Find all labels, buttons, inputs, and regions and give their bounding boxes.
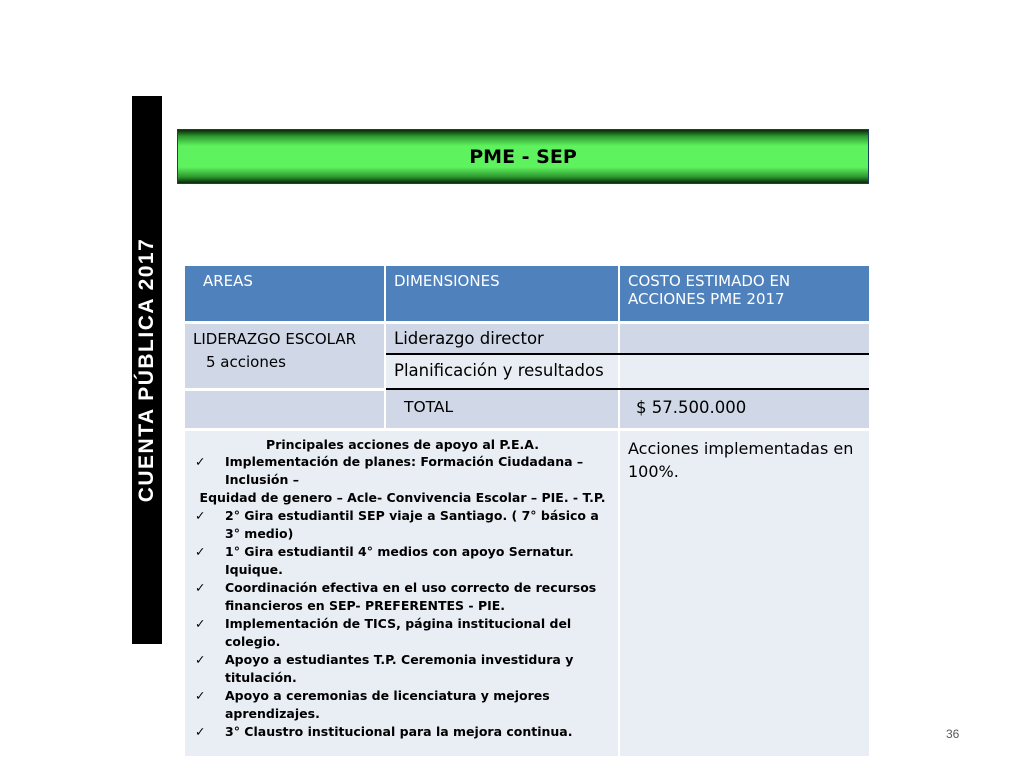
actions-list xyxy=(193,453,612,489)
checkmark-icon: ✓ xyxy=(195,651,206,667)
dimension-planificacion: Planificación y resultados xyxy=(385,354,619,389)
list-item: ✓ 3° Claustro institucional para la mejora continua. xyxy=(195,723,573,739)
list-item: ✓ Apoyo a ceremonias de licenciatura y mejores aprendizajes. xyxy=(195,687,550,721)
table-header-row xyxy=(185,266,869,322)
cost-cell-empty xyxy=(619,322,869,354)
total-value: $ 57.500.000 xyxy=(619,389,869,429)
total-label: TOTAL xyxy=(385,389,619,429)
list-item: ✓ Implementación de planes: Formación Ciudadana – Inclusión – xyxy=(195,453,584,487)
table-row-actions xyxy=(185,429,869,756)
area-name: LIDERAZGO ESCOLAR xyxy=(193,329,357,348)
vertical-title-text: CUENTA PÚBLICA 2017 xyxy=(135,237,158,503)
title-banner xyxy=(177,129,869,184)
area-count: 5 acciones xyxy=(206,352,286,371)
pme-table xyxy=(185,266,869,756)
table-row xyxy=(185,322,869,354)
total-empty-cell xyxy=(185,389,385,429)
cost-cell-empty xyxy=(619,354,869,389)
actions-cell xyxy=(185,429,619,756)
checkmark-icon: ✓ xyxy=(195,543,206,559)
list-item: ✓ 2° Gira estudiantil SEP viaje a Santiago. ( 7° básico a 3° medio) xyxy=(195,507,599,541)
action-continuation: Equidad de genero – Acle- Convivencia Escolar – PIE. - T.P. xyxy=(199,489,606,505)
actions-heading: Principales acciones de apoyo al P.E.A. xyxy=(266,436,539,452)
list-item: ✓ Apoyo a estudiantes T.P. Ceremonia investidura y titulación. xyxy=(195,651,574,685)
dimension-liderazgo: Liderazgo director xyxy=(385,322,619,354)
slide-title: PME - SEP xyxy=(469,145,577,168)
implemented-cell: Acciones implementadas en 100%. xyxy=(619,429,869,756)
checkmark-icon: ✓ xyxy=(195,453,206,469)
checkmark-icon: ✓ xyxy=(195,507,206,523)
checkmark-icon: ✓ xyxy=(195,723,206,739)
checkmark-icon: ✓ xyxy=(195,579,206,595)
checkmark-icon: ✓ xyxy=(195,687,206,703)
area-cell xyxy=(185,322,385,389)
checkmark-icon: ✓ xyxy=(195,615,206,631)
header-areas: AREAS xyxy=(185,266,385,322)
list-item: ✓ Coordinación efectiva en el uso correcto de recursos financieros en SEP- PREFERENTES - PIE. xyxy=(195,579,597,613)
list-item: ✓ Implementación de TICS, página institucional del colegio. xyxy=(195,615,572,649)
list-item: ✓ 1° Gira estudiantil 4° medios con apoyo Sernatur. Iquique. xyxy=(195,543,574,577)
table-row-total xyxy=(185,389,869,429)
page-number: 36 xyxy=(946,727,960,741)
actions-list-rest xyxy=(193,507,612,741)
header-costo: COSTO ESTIMADO EN ACCIONES PME 2017 xyxy=(619,266,869,322)
header-dimensiones: DIMENSIONES xyxy=(385,266,619,322)
